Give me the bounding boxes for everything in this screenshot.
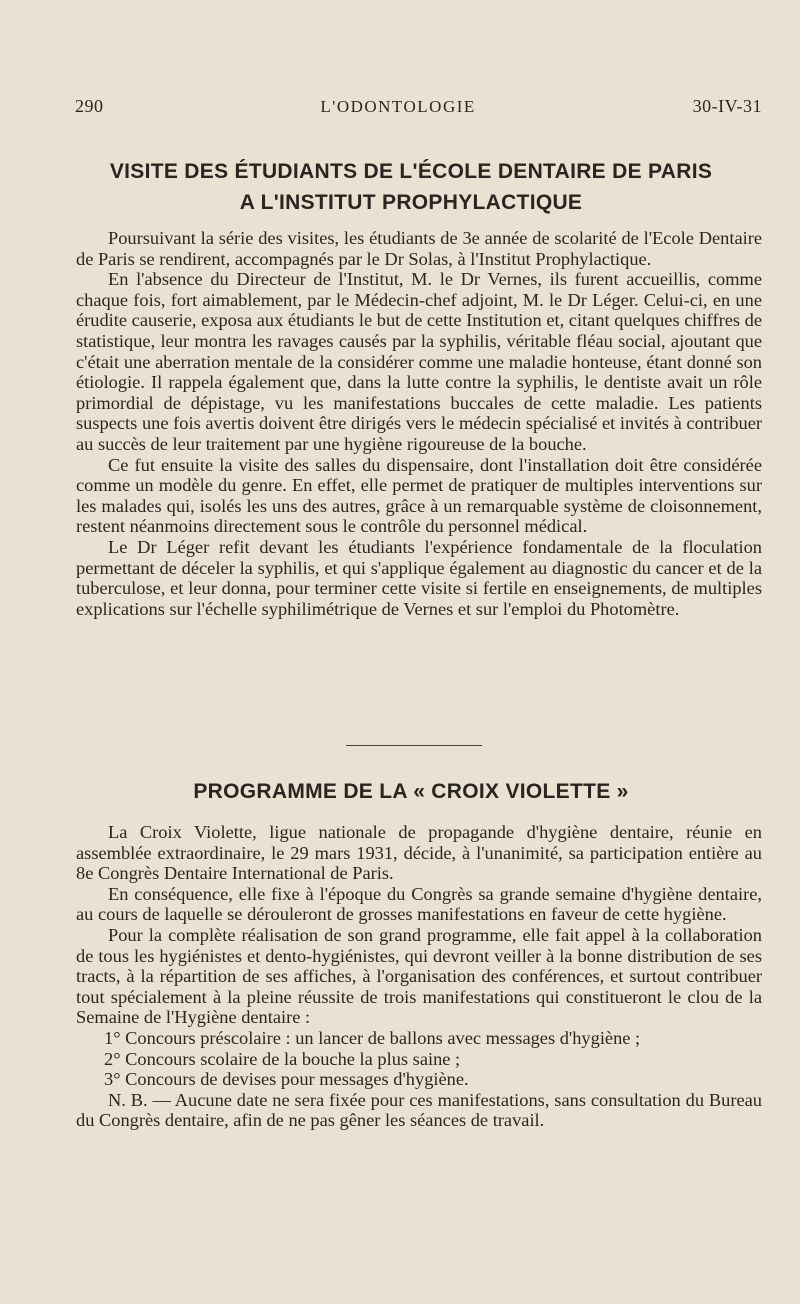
article2-paragraph: En conséquence, elle fixe à l'époque du Congrès sa grande semaine d'hygiène dentaire, au cours de laquelle se dérouleront de grosses manifestations en faveur de cette hygiène.: [76, 883, 762, 925]
article1-paragraph: Le Dr Léger refit devant les étudiants l'expérience fondamentale de la floculation permettant de déceler la syphilis, et qui s'applique également au diagnostic du cancer et de la tuberculose, et leur donna, pour terminer cette visite si fertile en enseignements, de multiples explications sur l'échelle syphilimétrique de Vernes et sur l'emploi du Photomètre.: [76, 536, 762, 619]
article1-paragraph: Ce fut ensuite la visite des salles du dispensaire, dont l'installation doit être considérée comme un modèle du genre. En effet, elle permet de pratiquer de multiples interventions sur les malades qui, isolés les uns des autres, grâce à un remarquable système de cloisonnement, restent néanmoins directement sous le contrôle du personnel médical.: [76, 454, 762, 537]
article1-paragraph: En l'absence du Directeur de l'Institut, M. le Dr Vernes, ils furent accueillis, comme chaque fois, fort aimablement, par le Médecin-chef adjoint, M. le Dr Léger. Celui-ci, en une érudite causerie, exposa aux étudiants le but de cette Institution et, citant quelques chiffres de statistique, leur montra les ravages causés par la syphilis, véritable fléau social, ajoutant que c'était une aberration mentale de la considérer comme une maladie honteuse, étant donné son étiologie. Il rappela également que, dans la lutte contre la syphilis, le dentiste avait un rôle primordial de dépistage, vu les manifestations buccales de cette maladie. Les patients suspects une fois avertis doivent être dirigés vers le médecin spécialisé et invités à contribuer au succès de leur traitement par une hygiène rigoureuse de la bouche.: [76, 269, 763, 454]
section-divider: [346, 745, 482, 746]
running-header: [75, 96, 762, 117]
article1-title: [60, 156, 762, 218]
page-number: 290: [75, 96, 104, 116]
programme-item: 1° Concours préscolaire : un lancer de ballons avec messages d'hygiène ;: [104, 1027, 641, 1048]
article1-paragraph: Poursuivant la série des visites, les étudiants de 3e année de scolarité de l'Ecole Dentaire de Paris se rendirent, accompagnés par le Dr Solas, à l'Institut Prophylactique.: [76, 228, 762, 269]
article1-title-line2: A L'INSTITUT PROPHYLACTIQUE: [239, 191, 583, 214]
programme-item: 2° Concours scolaire de la bouche la plus saine ;: [104, 1048, 461, 1069]
journal-title: L'ODONTOLOGIE: [320, 97, 476, 116]
issue-date: 30-IV-31: [692, 96, 762, 116]
article1-title-line1: VISITE DES ÉTUDIANTS DE L'ÉCOLE DENTAIRE DE PARIS: [109, 160, 713, 183]
programme-item: 3° Concours de devises pour messages d'hygiène.: [104, 1069, 469, 1090]
article2-body: [76, 822, 762, 1131]
article1-body: [76, 228, 762, 619]
article2-paragraph: La Croix Violette, ligue nationale de propagande d'hygiène dentaire, réunie en assemblée extraordinaire, le 29 mars 1931, décide, à l'unanimité, sa participation entière au 8e Congrès Dentaire International de Paris.: [76, 822, 762, 884]
article2-paragraph: Pour la complète réalisation de son grand programme, elle fait appel à la collaboration de tous les hygiénistes et dento-hygiénistes, qui devront veiller à la bonne distribution de ses tracts, à la répartition de ses affiches, à l'organisation des conférences, et surtout contribuer tout spécialement à la pleine réussite de trois manifestations qui constitueront le clou de la Semaine de l'Hygiène dentaire :: [76, 924, 762, 1028]
article2-note: N. B. — Aucune date ne sera fixée pour ces manifestations, sans consultation du Bureau du Congrès dentaire, afin de ne pas gêner les séances de travail.: [76, 1089, 762, 1131]
article2-title: PROGRAMME DE LA « CROIX VIOLETTE »: [193, 780, 629, 803]
